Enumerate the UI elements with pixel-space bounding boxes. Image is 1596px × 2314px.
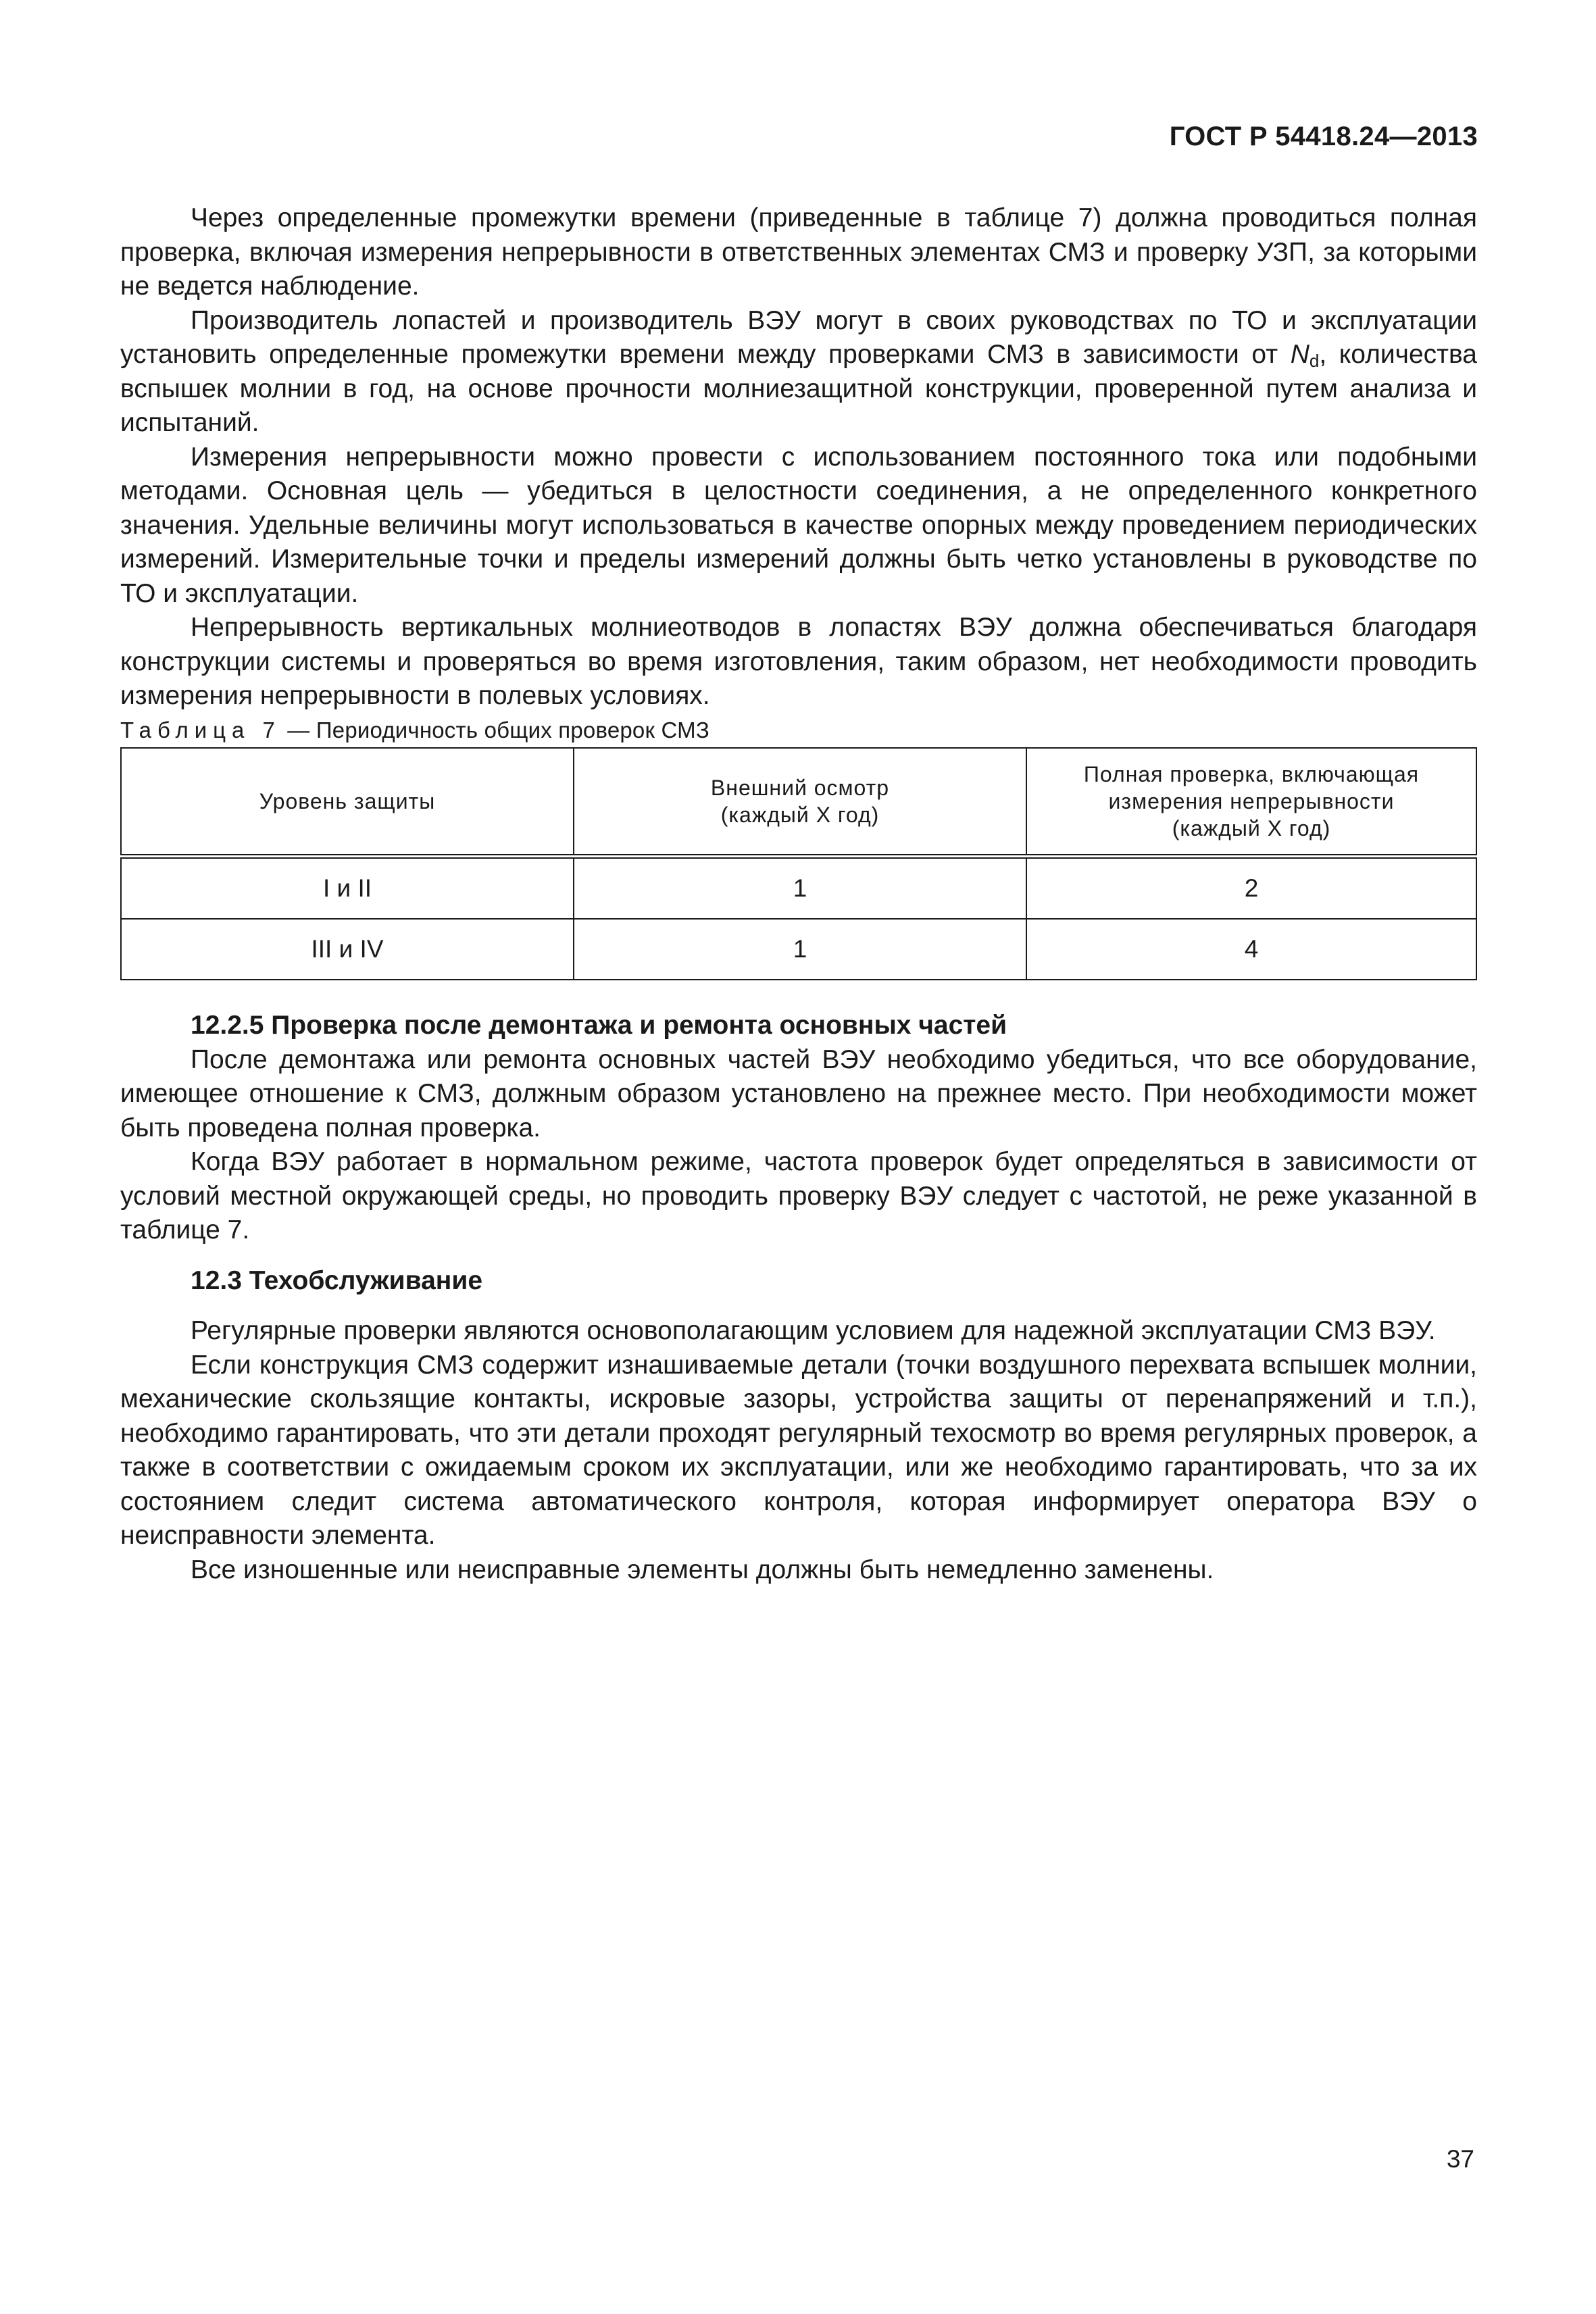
table-caption-label: Таблица 7	[120, 717, 281, 743]
table-cell: III и IV	[121, 919, 574, 980]
paragraph	[120, 304, 1477, 441]
table-row	[121, 857, 1476, 920]
header-visual-inspection: Внешний осмотр (каждый X год)	[574, 748, 1026, 857]
table-cell: 1	[574, 919, 1026, 980]
variable-n: N	[1290, 340, 1310, 369]
paragraph: Через определенные промежутки времени (приведенные в таблице 7) должна проводиться полная проверка, включая измерения непрерывности в ответственных элементах СМЗ и проверку УЗП, за которыми не ведется наблюдение.	[120, 203, 1477, 301]
table-caption-text: — Периодичность общих проверок СМЗ	[280, 717, 709, 743]
variable-subscript: d	[1309, 351, 1320, 371]
paragraph-text: Производитель лопастей и производитель ВЭУ могут в своих руководствах по ТО и эксплуатации установить определенные промежутки времени между проверками СМЗ в зависимости от	[120, 305, 1477, 369]
document-code-header: ГОСТ Р 54418.24—2013	[1169, 122, 1478, 151]
paragraph: После демонтажа или ремонта основных частей ВЭУ необходимо убедиться, что все оборудование, имеющее отношение к СМЗ, должным образом установлено на прежнее место. При необходимости может быть проведена полная проверка.	[120, 1045, 1477, 1142]
paragraph: Измерения непрерывности можно провести с использованием постоянного тока или подобными методами. Основная цель — убедиться в целостности соединения, а не определенного конкретного значения. Удельные величины могут использоваться в качестве опорных между проведением периодических измерений. Измерительные точки и пределы измерений должны быть четко установлены в руководстве по ТО и эксплуатации.	[120, 442, 1477, 608]
inspection-periodicity-table	[120, 747, 1477, 980]
header-full-inspection: Полная проверка, включающая измерения непрерывности (каждый X год)	[1026, 748, 1476, 857]
table-header-row	[121, 748, 1476, 857]
table-caption	[120, 713, 1477, 748]
main-content	[120, 201, 1477, 1587]
paragraph-text: , количества вспышек молнии в год, на основе прочности молниезащитной конструкции, проверенной путем анализа и испытаний.	[120, 340, 1477, 437]
paragraph: Регулярные проверки являются основополагающим условием для надежной эксплуатации СМЗ ВЭУ.	[191, 1316, 1436, 1345]
paragraph: Все изношенные или неисправные элементы должны быть немедленно заменены.	[191, 1555, 1214, 1584]
header-protection-level: Уровень защиты	[121, 748, 574, 857]
page-number: 37	[1446, 2145, 1474, 2173]
section-heading-12-2-5: 12.2.5 Проверка после демонтажа и ремонта основных частей	[191, 1011, 1007, 1040]
table-cell: 4	[1026, 919, 1476, 980]
table-row	[121, 919, 1476, 980]
paragraph: Непрерывность вертикальных молниеотводов в лопастях ВЭУ должна обеспечиваться благодаря конструкции системы и проверяться во время изготовления, таким образом, нет необходимости проводить измерения непрерывности в полевых условиях.	[120, 613, 1477, 710]
paragraph: Когда ВЭУ работает в нормальном режиме, частота проверок будет определяться в зависимости от условий местной окружающей среды, но проводить проверку ВЭУ следует с частотой, не реже указанной в таблице 7.	[120, 1147, 1477, 1244]
paragraph: Если конструкция СМЗ содержит изнашиваемые детали (точки воздушного перехвата вспышек молнии, механические скользящие контакты, искровые зазоры, устройства защиты от перенапряжений и т.п.), необходимо гарантировать, что эти детали проходят регулярный техосмотр во время регулярных проверок, а также в соответствии с ожидаемым сроком их эксплуатации, или же необходимо гарантировать, что за их состоянием следит система автоматического контроля, которая информирует оператора ВЭУ о неисправности элемента.	[120, 1350, 1477, 1550]
table-cell: 1	[574, 857, 1026, 920]
table-cell: I и II	[121, 857, 574, 920]
section-heading-12-3: 12.3 Техобслуживание	[191, 1265, 483, 1295]
table-cell: 2	[1026, 857, 1476, 920]
